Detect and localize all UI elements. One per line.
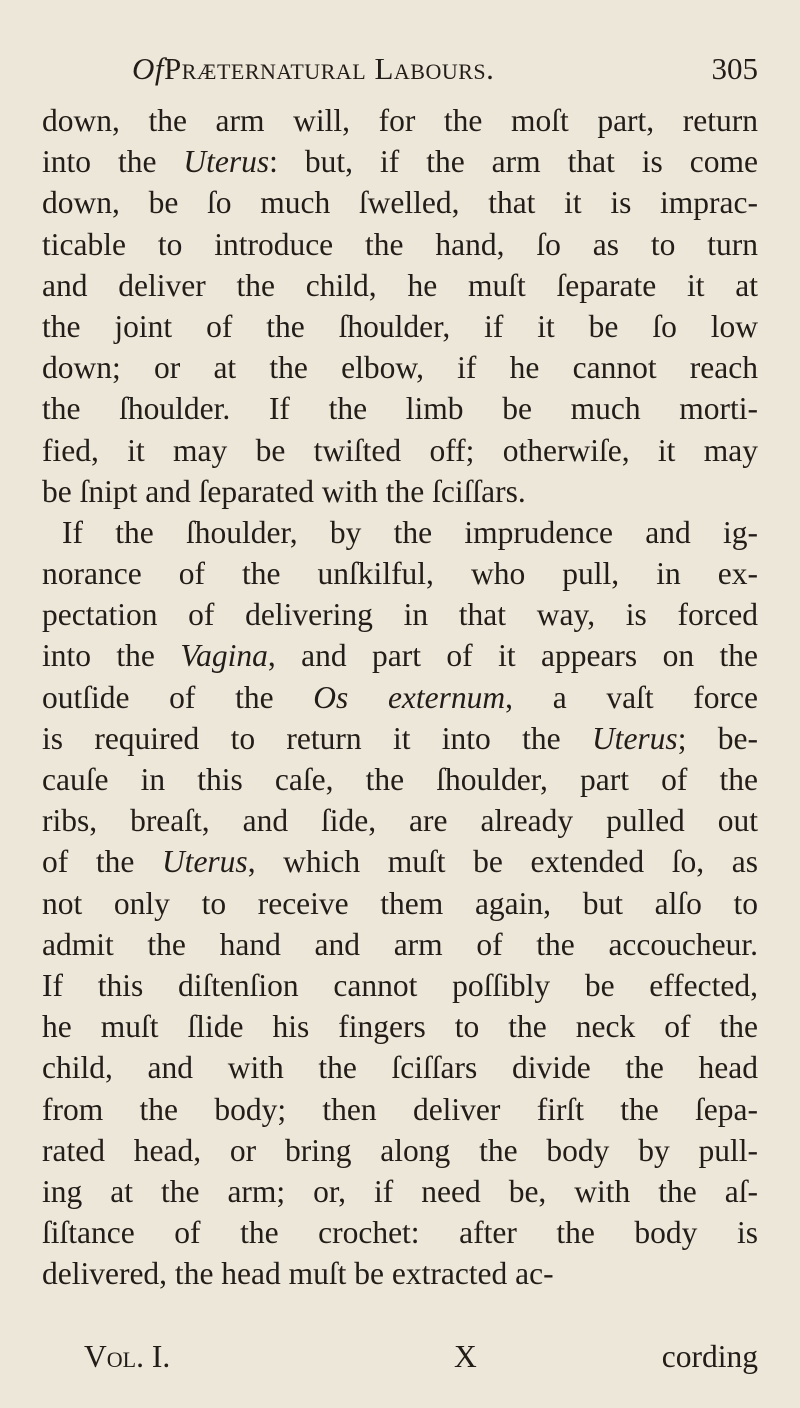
- text-line: rated head, or bring along the body by pull-: [42, 1132, 758, 1168]
- text-line: and deliver the child, he muſt ſeparate it at: [42, 267, 758, 303]
- page-number: 305: [711, 51, 758, 86]
- text-line: is required to return it into the Uterus; be-: [42, 720, 758, 756]
- text-line: of the Uterus, which muſt be extended ſo, as: [42, 844, 758, 880]
- text-line: child, and with the ſciſſars divide the head: [42, 1050, 758, 1086]
- page-footer: [42, 1335, 758, 1379]
- text-line: pectation of delivering in that way, is forced: [42, 597, 758, 633]
- running-title: [132, 44, 494, 94]
- text-line: into the Uterus: but, if the arm that is come: [42, 144, 758, 180]
- text-line: If the ſhoulder, by the imprudence and ig-: [62, 514, 758, 550]
- text-line: ribs, breaſt, and ſide, are already pulled out: [42, 803, 758, 839]
- signature-mark: X: [454, 1339, 477, 1374]
- volume-label: Vol. I.: [84, 1339, 171, 1374]
- text-line: delivered, the head muſt be extracted ac-: [42, 1256, 554, 1292]
- text-line: fied, it may be twiſted off; otherwiſe, it may: [42, 432, 758, 468]
- text-line: admit the hand and arm of the accoucheur.: [42, 926, 758, 962]
- title-prefix: Of: [132, 51, 164, 86]
- text-line: norance of the unſkilful, who pull, in ex-: [42, 556, 758, 592]
- title-rest: Præternatural Labours.: [164, 51, 495, 86]
- catchword: cording: [661, 1339, 758, 1374]
- text-line: cauſe in this caſe, the ſhoulder, part of the: [42, 762, 758, 797]
- text-line: ticable to introduce the hand, ſo as to turn: [42, 226, 758, 262]
- text-line: down, the arm will, for the moſt part, return: [42, 103, 758, 138]
- text-line: If this diſtenſion cannot poſſibly be effected,: [42, 967, 758, 1003]
- text-line: the ſhoulder. If the limb be much morti-: [42, 391, 758, 427]
- text-line: down; or at the elbow, if he cannot reach: [42, 350, 758, 386]
- text-line: not only to receive them again, but alſo to: [42, 885, 758, 921]
- text-line: the joint of the ſhoulder, if it be ſo low: [42, 308, 758, 344]
- text-line: he muſt ſlide his fingers to the neck of the: [42, 1009, 758, 1045]
- text-line: outſide of the Os externum, a vaſt force: [42, 679, 758, 715]
- text-line: be ſnipt and ſeparated with the ſciſſars.: [42, 473, 526, 509]
- running-header: [132, 44, 758, 94]
- text-line: ſiſtance of the crochet: after the body is: [42, 1215, 758, 1251]
- body-text: [42, 100, 758, 1294]
- text-line: ing at the arm; or, if need be, with the aſ-: [42, 1173, 758, 1209]
- text-line: into the Vagina, and part of it appears on the: [42, 638, 758, 674]
- text-line: from the body; then deliver firſt the ſepa-: [42, 1091, 758, 1127]
- text-line: down, be ſo much ſwelled, that it is imprac-: [42, 185, 758, 221]
